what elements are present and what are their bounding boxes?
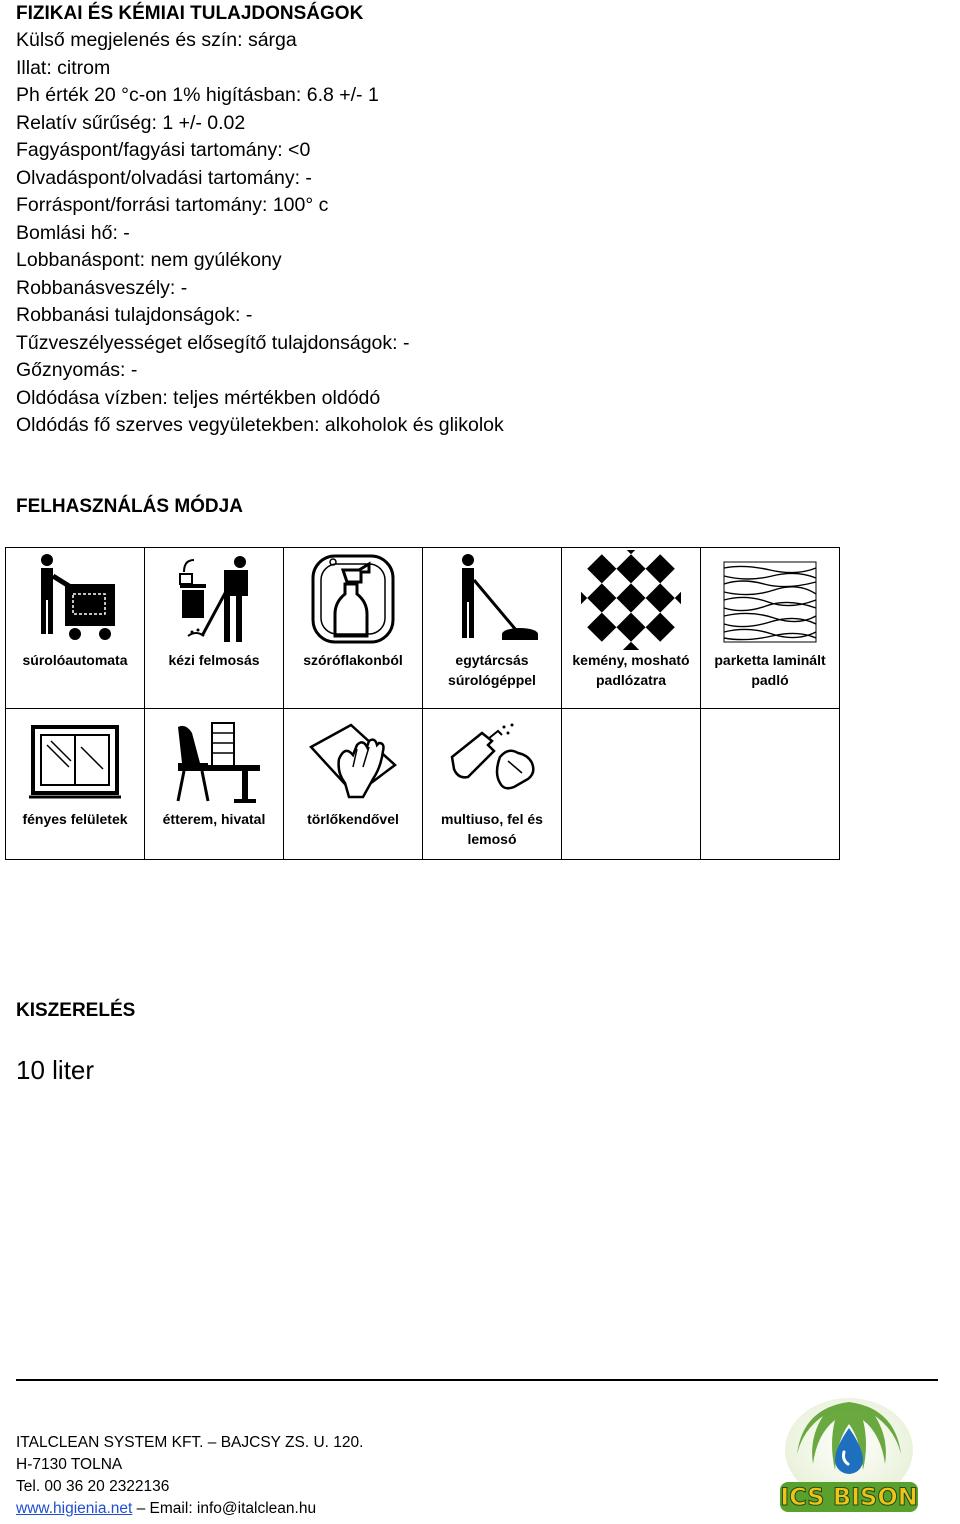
property-item: Gőznyomás: - [16,359,138,381]
property-item: Olvadáspont/olvadási tartomány: - [16,166,312,189]
property-item: Illat: citrom [16,56,111,79]
company-city: H-7130 TOLNA [16,1456,123,1473]
company-contact [16,1498,363,1520]
website-link[interactable]: www.higienia.net [16,1500,133,1517]
logo-text: ICS BISON [780,1483,918,1511]
packaging-value: 10 liter [16,1055,95,1085]
property-item: Ph érték 20 °c-on 1% higításban: 6.8 +/- 1 [16,84,379,106]
usage-label: súrolóautomata [22,652,128,668]
usage-cell [284,709,423,860]
property-item: Robbanásveszély: - [16,276,188,299]
usage-cell [423,548,562,709]
company-footer [16,1432,363,1520]
usage-cell [145,709,284,860]
packaging-heading: KISZERELÉS [16,1000,136,1021]
property-item: Bomlási hő: - [16,221,130,244]
property-item: Robbanási tulajdonságok: - [16,304,253,326]
usage-label: parketta laminált padló [714,652,826,688]
glossy-window-icon [25,717,125,807]
properties-list [16,27,504,440]
usage-label: egytárcsás súrológéppel [448,652,536,688]
property-item: Tűzveszélyességet elősegítő tulajdonságok: - [16,331,410,354]
property-item: Oldódás fő szerves vegyületekben: alkoholok és glikolok [16,414,504,436]
restaurant-chair-icon [164,717,264,807]
usage-row [6,709,840,860]
company-address: ITALCLEAN SYSTEM KFT. – BAJCSY ZS. U. 120. [16,1434,364,1451]
property-item: Forráspont/forrási tartomány: 100° c [16,194,329,216]
checkered-floor-icon [581,550,681,650]
property-item: Oldódása vízben: teljes mértékben oldódó [16,386,381,409]
usage-cell-empty [562,709,701,860]
scrubber-machine-icon [25,550,125,650]
property-item: Külső megjelenés és szín: sárga [16,29,297,51]
usage-table [5,547,840,860]
property-item: Lobbanáspont: nem gyúlékony [16,249,282,271]
spray-bottle-icon [303,550,403,650]
usage-label: multiuso, fel és lemosó [441,811,543,847]
usage-label: fényes felületek [22,811,128,827]
usage-row [6,548,840,709]
spray-and-wipe-icon [442,717,542,807]
usage-cell-empty [701,709,840,860]
usage-cell [6,709,145,860]
manual-mopping-icon [164,550,264,650]
properties-heading: FIZIKAI ÉS KÉMIAI TULAJDONSÁGOK [16,3,364,24]
usage-label: étterem, hivatal [162,811,266,827]
company-phone: Tel. 00 36 20 2322136 [16,1478,170,1495]
wiping-cloth-icon [303,717,403,807]
single-disc-machine-icon [442,550,542,650]
usage-label: szóróflakonból [303,652,403,668]
usage-cell [6,548,145,709]
usage-label: kézi felmosás [168,652,260,668]
usage-cell [284,548,423,709]
ics-bison-logo [746,1390,952,1520]
footer-divider [16,1379,938,1381]
usage-label: kemény, mosható padlózatra [572,652,690,688]
usage-cell [423,709,562,860]
property-item: Fagyáspont/fagyási tartomány: <0 [16,139,311,161]
usage-label: törlőkendővel [307,811,399,827]
wood-floor-icon [720,550,820,650]
usage-heading: FELHASZNÁLÁS MÓDJA [16,496,243,517]
usage-cell [562,548,701,709]
property-item: Relatív sűrűség: 1 +/- 0.02 [16,111,246,134]
usage-cell [701,548,840,709]
usage-cell [145,548,284,709]
company-email: – Email: info@italclean.hu [132,1500,317,1517]
